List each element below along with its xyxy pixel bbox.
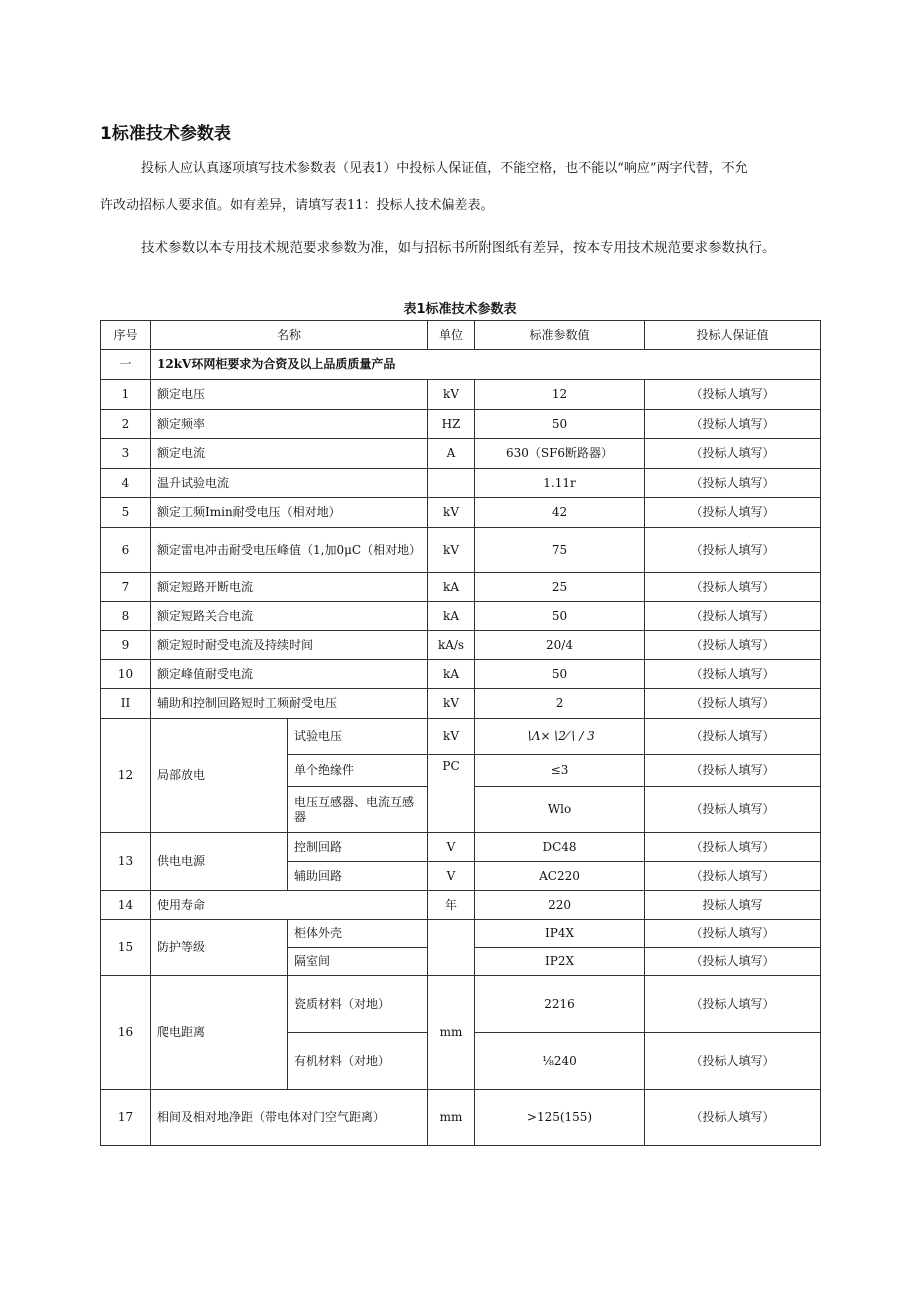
row-guarantee: （投标人填写） xyxy=(645,1033,821,1090)
row-guarantee: （投标人填写） xyxy=(645,920,821,948)
table-row xyxy=(101,719,821,755)
row-unit: V xyxy=(428,833,475,862)
row-name: 额定工频Imin耐受电压（相对地） xyxy=(151,498,428,528)
table-row xyxy=(101,469,821,498)
row-guarantee: （投标人填写） xyxy=(645,719,821,755)
spec-basis-paragraph: 技术参数以本专用技术规范要求参数为准，如与招标书所附图纸有差异，按本专用技术规范要求参数执行。 xyxy=(141,240,776,256)
row-unit: kA xyxy=(428,660,475,689)
row-std: 2216 xyxy=(475,976,645,1033)
section-row xyxy=(101,350,821,380)
row-guarantee: （投标人填写） xyxy=(645,410,821,439)
row-std: >125(155) xyxy=(475,1090,645,1146)
section-seq: 一 xyxy=(101,350,151,380)
sub-row-name: 控制回路 xyxy=(288,833,428,862)
table-row xyxy=(101,498,821,528)
row-seq: 12 xyxy=(101,719,151,833)
row-guarantee: （投标人填写） xyxy=(645,631,821,660)
row-name: 辅助和控制回路短时工频耐受电压 xyxy=(151,689,428,719)
sub-row-name: 电压互感器、电流互感器 xyxy=(288,787,428,833)
row-seq: 7 xyxy=(101,573,151,602)
row-name: 供电电源 xyxy=(151,833,288,891)
row-name: 额定峰值耐受电流 xyxy=(151,660,428,689)
row-unit: kV xyxy=(428,689,475,719)
row-std: 42 xyxy=(475,498,645,528)
row-guarantee: （投标人填写） xyxy=(645,755,821,787)
row-std: 50 xyxy=(475,410,645,439)
row-unit xyxy=(428,469,475,498)
row-name: 相间及相对地净距（带电体对门空气距离） xyxy=(151,1090,428,1146)
row-seq: 2 xyxy=(101,410,151,439)
row-std: DC48 xyxy=(475,833,645,862)
row-std: ≤3 xyxy=(475,755,645,787)
sub-row-name: 柜体外壳 xyxy=(288,920,428,948)
row-name: 爬电距离 xyxy=(151,976,288,1090)
row-unit: kA/s xyxy=(428,631,475,660)
header-unit: 单位 xyxy=(428,321,475,350)
row-seq: 5 xyxy=(101,498,151,528)
row-std: 630（SF6断路器） xyxy=(475,439,645,469)
row-guarantee: （投标人填写） xyxy=(645,1090,821,1146)
table-row xyxy=(101,631,821,660)
header-std: 标准参数值 xyxy=(475,321,645,350)
row-guarantee: （投标人填写） xyxy=(645,833,821,862)
row-guarantee: （投标人填写） xyxy=(645,498,821,528)
row-std: 20/4 xyxy=(475,631,645,660)
row-seq: 1 xyxy=(101,380,151,410)
row-std: 1.11r xyxy=(475,469,645,498)
sub-row-name: 有机材料（对地） xyxy=(288,1033,428,1090)
row-std: ∖Λ×∖2⁄∖ / 3 xyxy=(475,719,645,755)
table-row xyxy=(101,573,821,602)
table-row xyxy=(101,439,821,469)
row-seq: 3 xyxy=(101,439,151,469)
row-unit: 年 xyxy=(428,891,475,920)
row-seq: 15 xyxy=(101,920,151,976)
table-row xyxy=(101,660,821,689)
row-name: 使用寿命 xyxy=(151,891,428,920)
row-std: 2 xyxy=(475,689,645,719)
row-unit: mm xyxy=(428,976,475,1090)
row-std: Wlo xyxy=(475,787,645,833)
row-name: 额定电压 xyxy=(151,380,428,410)
row-guarantee: （投标人填写） xyxy=(645,689,821,719)
row-seq: 17 xyxy=(101,1090,151,1146)
row-name: 额定短时耐受电流及持续时间 xyxy=(151,631,428,660)
row-guarantee: （投标人填写） xyxy=(645,976,821,1033)
row-seq: 9 xyxy=(101,631,151,660)
row-guarantee: （投标人填写） xyxy=(645,573,821,602)
instruction-paragraph-line2: 许改动招标人要求值。如有差异，请填写表11：投标人技术偏差表。 xyxy=(100,198,494,213)
row-name: 额定频率 xyxy=(151,410,428,439)
row-seq: 8 xyxy=(101,602,151,631)
instruction-paragraph-line1: 投标人应认真逐项填写技术参数表（见表1）中投标人保证值，不能空格，也不能以“响应”两字代替，不允 xyxy=(141,161,748,176)
row-name: 额定电流 xyxy=(151,439,428,469)
table-row xyxy=(101,410,821,439)
row-unit: mm xyxy=(428,1090,475,1146)
row-unit: kV xyxy=(428,380,475,410)
row-std: ⅛240 xyxy=(475,1033,645,1090)
row-seq: 6 xyxy=(101,528,151,573)
row-unit: PC xyxy=(428,755,475,833)
header-seq: 序号 xyxy=(101,321,151,350)
row-std: 220 xyxy=(475,891,645,920)
row-name: 额定短路开断电流 xyxy=(151,573,428,602)
row-guarantee: （投标人填写） xyxy=(645,602,821,631)
table-row xyxy=(101,833,821,862)
row-std: IP2X xyxy=(475,948,645,976)
row-guarantee: 投标人填写 xyxy=(645,891,821,920)
row-guarantee: （投标人填写） xyxy=(645,380,821,410)
row-std: 50 xyxy=(475,660,645,689)
table-row xyxy=(101,920,821,948)
row-std: 50 xyxy=(475,602,645,631)
row-guarantee: （投标人填写） xyxy=(645,528,821,573)
row-unit: kV xyxy=(428,528,475,573)
row-unit: HZ xyxy=(428,410,475,439)
table-row xyxy=(101,891,821,920)
row-std: AC220 xyxy=(475,862,645,891)
row-seq: 16 xyxy=(101,976,151,1090)
row-guarantee: （投标人填写） xyxy=(645,787,821,833)
row-unit: V xyxy=(428,862,475,891)
row-std: 75 xyxy=(475,528,645,573)
row-unit: kA xyxy=(428,602,475,631)
header-guarantee: 投标人保证值 xyxy=(645,321,821,350)
row-name: 防护等级 xyxy=(151,920,288,976)
section-title: 12kV环网柜要求为合资及以上品质质量产品 xyxy=(151,350,821,380)
technical-parameter-table xyxy=(100,320,821,1146)
sub-row-name: 试验电压 xyxy=(288,719,428,755)
row-seq: 10 xyxy=(101,660,151,689)
row-seq: II xyxy=(101,689,151,719)
row-unit: kA xyxy=(428,573,475,602)
row-unit: kV xyxy=(428,719,475,755)
row-name: 局部放电 xyxy=(151,719,288,833)
row-guarantee: （投标人填写） xyxy=(645,948,821,976)
table-row xyxy=(101,1090,821,1146)
row-seq: 14 xyxy=(101,891,151,920)
sub-row-name: 辅助回路 xyxy=(288,862,428,891)
row-std: 25 xyxy=(475,573,645,602)
row-name: 温升试验电流 xyxy=(151,469,428,498)
row-unit xyxy=(428,920,475,976)
sub-row-name: 隔室间 xyxy=(288,948,428,976)
sub-row-name: 单个绝缘件 xyxy=(288,755,428,787)
header-name: 名称 xyxy=(151,321,428,350)
row-unit: A xyxy=(428,439,475,469)
row-guarantee: （投标人填写） xyxy=(645,439,821,469)
table-row xyxy=(101,689,821,719)
table-row xyxy=(101,602,821,631)
row-guarantee: （投标人填写） xyxy=(645,469,821,498)
table-row xyxy=(101,380,821,410)
row-unit: kV xyxy=(428,498,475,528)
row-std: IP4X xyxy=(475,920,645,948)
row-seq: 13 xyxy=(101,833,151,891)
row-seq: 4 xyxy=(101,469,151,498)
row-guarantee: （投标人填写） xyxy=(645,862,821,891)
table-row xyxy=(101,528,821,573)
row-name: 额定雷电冲击耐受电压峰值（1,加0μC（相对地） xyxy=(151,528,428,573)
row-name: 额定短路关合电流 xyxy=(151,602,428,631)
table-row xyxy=(101,976,821,1033)
sub-row-name: 瓷质材料（对地） xyxy=(288,976,428,1033)
row-guarantee: （投标人填写） xyxy=(645,660,821,689)
table-header-row xyxy=(101,321,821,350)
table-caption: 表1标准技术参数表 xyxy=(403,302,517,317)
section-heading: 1标准技术参数表 xyxy=(100,124,231,144)
row-std: 12 xyxy=(475,380,645,410)
